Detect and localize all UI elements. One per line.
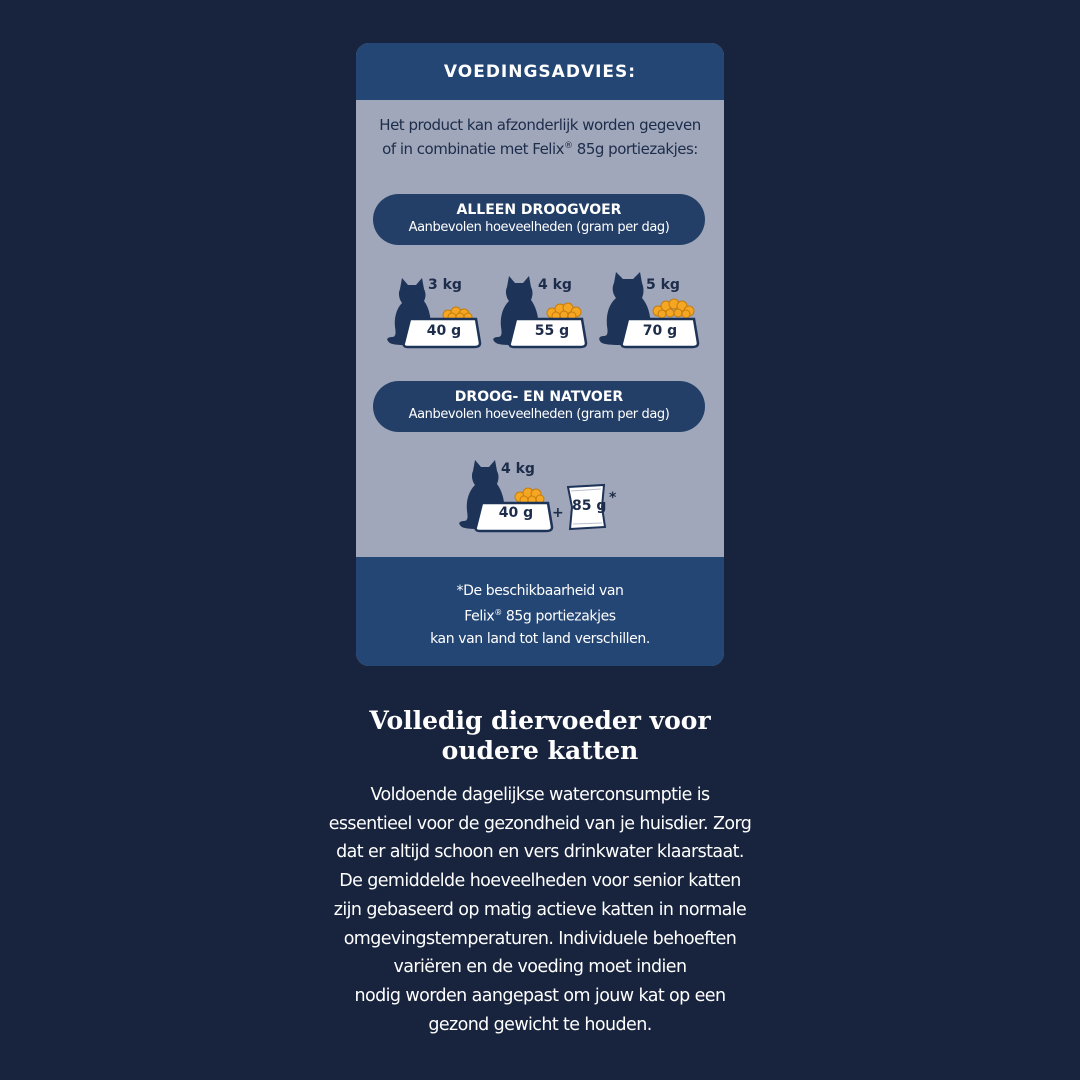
registered-mark: ® <box>564 141 573 151</box>
dry-only-pill <box>373 194 705 245</box>
description-line: gezond gewicht te houden. <box>428 1014 652 1035</box>
description-text <box>290 781 790 1039</box>
intro-line: of in combinatie met Felix <box>382 140 565 158</box>
title-line: oudere katten <box>441 736 639 765</box>
amount-label: 40 g <box>426 323 462 339</box>
dry-and-wet-subtitle: Aanbevolen hoeveelheden (gram per dag) <box>408 407 670 422</box>
dry-and-wet-pill <box>373 381 705 432</box>
intro-text <box>356 115 724 160</box>
amount-label: 55 g <box>534 323 570 339</box>
description-line: variëren en de voeding moet indien <box>393 957 687 978</box>
weight-label: 5 kg <box>646 277 680 293</box>
dry-only-title: ALLEEN DROOGVOER <box>456 202 622 218</box>
intro-line: Het product kan afzonderlijk worden gegeven <box>379 116 701 134</box>
footnote <box>356 580 724 650</box>
footnote-line: 85g portiezakjes <box>501 608 616 625</box>
plus-sign: + <box>552 505 564 521</box>
asterisk: * <box>609 490 617 506</box>
description-line: dat er altijd schoon en vers drinkwater klaarstaat. <box>336 842 744 863</box>
pouch-amount-label: 85 g <box>572 498 607 514</box>
card-footer <box>356 557 724 666</box>
amount-label: 40 g <box>498 505 534 521</box>
description-line: zijn gebaseerd op matig actieve katten in normale <box>333 899 747 920</box>
weight-label: 3 kg <box>428 277 462 293</box>
card-title: VOEDINGSADVIES: <box>443 61 637 82</box>
intro-line: 85g portiezakjes: <box>572 140 698 158</box>
title-line: Volledig diervoeder voor <box>369 706 711 735</box>
footnote-line: kan van land tot land verschillen. <box>430 630 650 647</box>
description-line: omgevingstemperaturen. Individuele behoeften <box>343 928 737 949</box>
description-line: nodig worden aangepast om jouw kat op een <box>354 985 726 1006</box>
card-header <box>356 43 724 100</box>
footnote-line: *De beschikbaarheid van <box>456 583 624 599</box>
feeding-advice-card <box>356 43 724 666</box>
registered-mark: ® <box>494 608 502 617</box>
footnote-line: Felix <box>464 608 495 625</box>
amount-label: 70 g <box>642 323 678 339</box>
description-line: Voldoende dagelijkse waterconsumptie is <box>370 785 710 805</box>
dry-and-wet-title: DROOG- EN NATVOER <box>454 389 624 405</box>
description-line: essentieel voor de gezondheid van je huisdier. Zorg <box>328 813 752 834</box>
dry-only-subtitle: Aanbevolen hoeveelheden (gram per dag) <box>408 220 670 235</box>
weight-label: 4 kg <box>501 461 535 477</box>
weight-label: 4 kg <box>538 277 572 293</box>
page-title <box>290 706 790 766</box>
description-line: De gemiddelde hoeveelheden voor senior katten <box>339 871 741 892</box>
